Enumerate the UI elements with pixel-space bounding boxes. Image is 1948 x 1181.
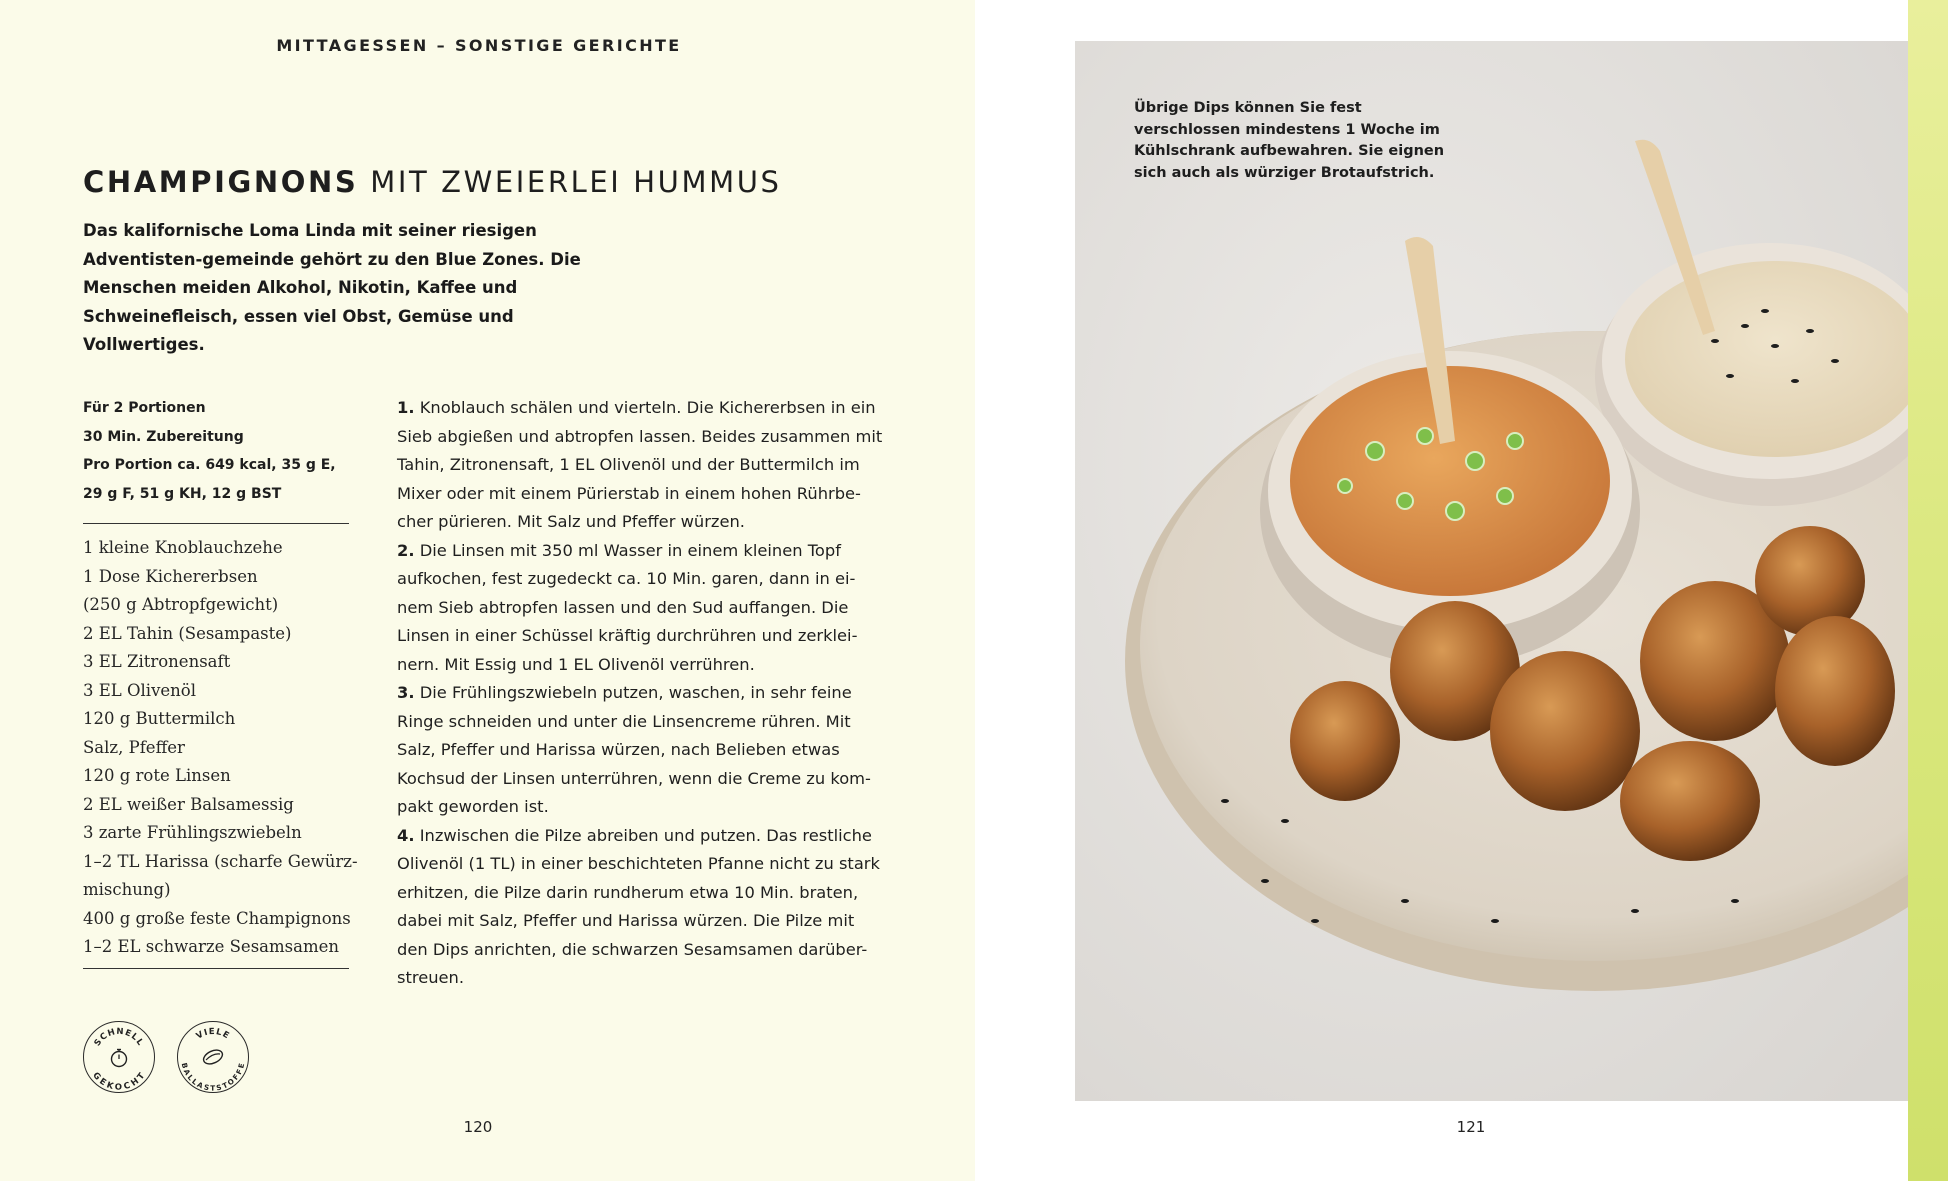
ingredient-item: 1 kleine Knoblauchzehe bbox=[83, 538, 283, 557]
ingredient-list bbox=[83, 534, 363, 962]
ingredient-item: Salz, Pfeffer bbox=[83, 737, 185, 757]
recipe-intro: Das kalifornische Loma Linda mit seiner riesigen Adventisten-gemeinde gehört zu den Blue Zones. Die Menschen meiden Alkohol, Nikotin, Kaffee und Schweinefleisch, essen viel Obst, Gemüse und Vollwertiges. bbox=[83, 221, 581, 354]
accent-strip bbox=[1908, 0, 1948, 1181]
step-text: Die Frühlingszwiebeln putzen, waschen, in sehr feine Ringe schneiden und unter die Linsencreme rühren. Mit Salz, Pfeffer und Harissa würzen, nach Belieben etwas Kochsud der Linsen unterrühren, wenn die Creme zu kom-pakt geworden ist. bbox=[397, 683, 871, 816]
ingredient-item: 1–2 EL schwarze Sesamsamen bbox=[83, 937, 339, 956]
ingredient-item: 1 Dose Kichererbsen bbox=[83, 566, 258, 586]
step-number: 1. bbox=[397, 398, 415, 417]
photo-caption: Übrige Dips können Sie fest verschlossen mindestens 1 Woche im Kühlschrank aufbewahren. Sie eignen sich auch als würziger Brotaufstrich. bbox=[1134, 100, 1445, 181]
prep-time: 30 Min. Zubereitung bbox=[83, 428, 244, 445]
recipe-meta bbox=[83, 394, 353, 508]
svg-text:VIELE bbox=[195, 1027, 232, 1042]
ingredient-item: 3 EL Olivenöl bbox=[83, 680, 196, 700]
svg-text:BALLASTSTOFFE bbox=[180, 1062, 247, 1092]
badge-schnell-gekocht bbox=[83, 1021, 155, 1093]
badge-ring bbox=[178, 1022, 248, 1092]
preparation-steps bbox=[397, 394, 887, 993]
badge-2-bottom-text: BALLASTSTOFFE bbox=[179, 1061, 247, 1092]
ingredient-item: 400 g große feste Champignons bbox=[83, 908, 351, 928]
ingredient-item: 2 EL Tahin (Sesampaste) bbox=[83, 623, 292, 643]
step-text: Die Linsen mit 350 ml Wasser in einem kleinen Topf aufkochen, fest zugedeckt ca. 10 Min. garen, dann in ei-nem Sieb abtropfen lassen und den Sud auffangen. Die Linsen in einer Schüssel kräftig durchrühren und zerklei-nern. Mit Essig und 1 EL Olivenöl verrühren. bbox=[397, 540, 858, 674]
food-illustration bbox=[1075, 41, 1908, 1101]
step-1 bbox=[397, 394, 887, 537]
badge-2-top-text: VIELE bbox=[194, 1026, 232, 1042]
page-number-left: 120 bbox=[463, 1118, 493, 1136]
badge-1-top-text: SCHNELL bbox=[92, 1026, 146, 1049]
ingredient-item: 120 g rote Linsen bbox=[83, 766, 231, 785]
step-3 bbox=[397, 679, 887, 822]
ingredient-item: 3 zarte Frühlingszwiebeln bbox=[83, 823, 302, 842]
step-text: Inzwischen die Pilze abreiben und putzen. Das restliche Olivenöl (1 TL) in einer beschichteten Pfanne nicht zu stark erhitzen, die Pilze darin rundherum etwa 10 Min. braten, dabei mit Salz, Pfeffer und Harissa würzen. Die Pilze mit den Dips anrichten, die schwarzen Sesamsamen darüber-streuen. bbox=[397, 825, 880, 987]
badge-1-bottom-text: GEKOCHT bbox=[90, 1070, 148, 1092]
ingredient-item: 120 g Buttermilch bbox=[83, 709, 236, 728]
recipe-title-rest: MIT ZWEIERLEI HUMMUS bbox=[358, 165, 782, 199]
ingredient-item: 2 EL weißer Balsamessig bbox=[83, 794, 294, 814]
step-number: 2. bbox=[397, 540, 415, 560]
food-photo bbox=[1075, 41, 1908, 1101]
divider-bottom bbox=[83, 968, 349, 969]
badge-ring bbox=[84, 1022, 154, 1092]
svg-text:GEKOCHT bbox=[90, 1071, 148, 1092]
step-2 bbox=[397, 537, 887, 680]
step-number: 3. bbox=[397, 683, 415, 702]
timer-icon bbox=[112, 1050, 127, 1067]
badge-viele-ballaststoffe bbox=[177, 1021, 249, 1093]
step-text: Knoblauch schälen und vierteln. Die Kichererbsen in ein Sieb abgießen und abtropfen lassen. Beides zusammen mit Tahin, Zitronensaft, 1 EL Olivenöl und der Buttermilch im Mixer oder mit einem Pürierstab in einem hohen Rührbe-cher pürieren. Mit Salz und Pfeffer würzen. bbox=[397, 398, 883, 531]
running-head: MITTAGESSEN – SONSTIGE GERICHTE bbox=[276, 36, 682, 55]
page-number-right: 121 bbox=[1456, 1118, 1486, 1136]
recipe-title-strong: CHAMPIGNONS bbox=[83, 165, 359, 199]
divider-top bbox=[83, 523, 349, 524]
svg-text:SCHNELL bbox=[93, 1027, 146, 1048]
ingredient-item: 3 EL Zitronensaft bbox=[83, 652, 231, 671]
step-number: 4. bbox=[397, 825, 415, 845]
recipe-title bbox=[83, 165, 782, 199]
bean-icon bbox=[201, 1047, 224, 1066]
step-4 bbox=[397, 822, 887, 993]
nutrition-line-1: Pro Portion ca. 649 kcal, 35 g E, bbox=[83, 457, 336, 473]
nutrition-line-2: 29 g F, 51 g KH, 12 g BST bbox=[83, 485, 282, 502]
ingredient-item: (250 g Abtropfgewicht) bbox=[83, 595, 279, 614]
ingredient-item: 1–2 TL Harissa (scharfe Gewürz-mischung) bbox=[83, 851, 358, 899]
servings: Für 2 Portionen bbox=[83, 400, 206, 416]
